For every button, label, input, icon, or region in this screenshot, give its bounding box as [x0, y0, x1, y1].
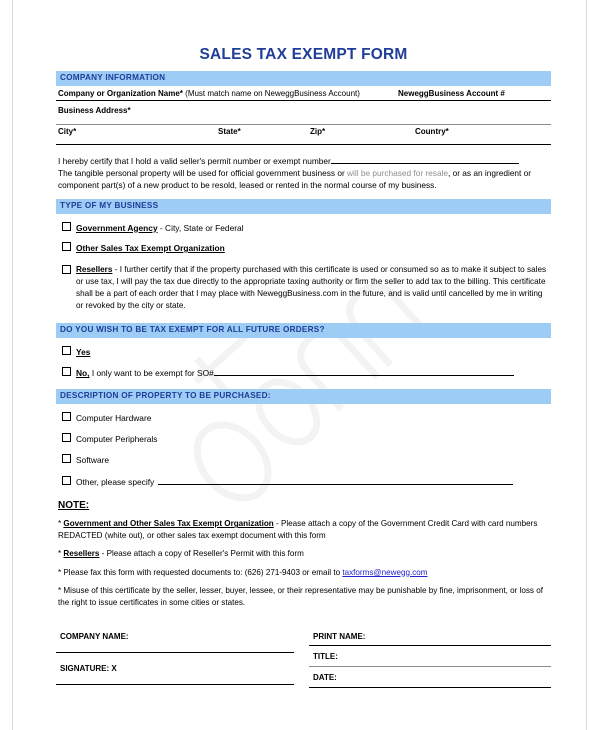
checkbox-icon[interactable]: [62, 412, 71, 421]
resellers-dash: -: [112, 265, 120, 275]
signature-block-right: [309, 630, 551, 688]
state-label: State*: [218, 126, 241, 136]
property-item-label: Other, please specify: [76, 476, 155, 487]
checkbox-icon[interactable]: [62, 433, 71, 442]
option-label-government-agency: Government Agency: [76, 222, 158, 233]
note-text: - Please attach a copy of Reseller's Permit with this form: [99, 549, 304, 559]
date-field[interactable]: [309, 667, 551, 688]
form-content: [56, 0, 551, 708]
business-type-option-resellers[interactable]: [56, 257, 551, 315]
option-label-resellers: Resellers: [76, 265, 113, 275]
option-label-no-rest: I only want to be exempt for SO#: [89, 367, 214, 378]
print-name-field[interactable]: [309, 630, 551, 646]
certify-line-2-part2: , or as an ingredient or component part(s) of a new product to be resold, leased or rented in the normal course of my business.: [58, 168, 532, 191]
option-label-other-exempt: Other Sales Tax Exempt Organization: [76, 242, 225, 253]
resellers-italic-text: I further certify that if the property purchased with this certificate is used or consumed so as to make: [119, 265, 482, 275]
section-header-future-orders: DO YOU WISH TO BE TAX EXEMPT FOR ALL FUTURE ORDERS?: [56, 323, 551, 338]
property-item-computer-peripherals[interactable]: [56, 427, 551, 448]
property-item-label: Computer Hardware: [76, 412, 152, 423]
document-page: [12, 0, 587, 730]
section-header-company-information: COMPANY INFORMATION: [56, 71, 551, 86]
note-text: Please fax this form with requested documents to: (626) 271-9403 or email to: [63, 567, 343, 577]
future-orders-option-yes[interactable]: [56, 338, 551, 361]
signature-field[interactable]: [56, 653, 294, 685]
checkbox-icon[interactable]: [62, 242, 71, 251]
checkbox-icon[interactable]: [62, 346, 71, 355]
note-marker: *: [58, 519, 64, 529]
page-title: SALES TAX EXEMPT FORM: [199, 46, 408, 63]
certification-paragraph: [56, 145, 551, 195]
property-item-other[interactable]: [56, 470, 551, 491]
business-address-row: [56, 101, 551, 125]
company-name-note: (Must match name on NeweggBusiness Account): [185, 88, 360, 98]
note-bold-government-exempt: Government and Other Sales Tax Exempt Organization: [63, 519, 274, 529]
so-number-input[interactable]: [214, 368, 514, 376]
note-marker: *: [58, 567, 64, 577]
note-text: Misuse of this certificate by the seller, lesser, buyer, lessee, or their representative may be punishable by fine, imprisonment, or loss of the right to issue certificates in some cities or states.: [58, 586, 543, 607]
note-item-government-exempt: [56, 514, 551, 541]
section-header-business-type: TYPE OF MY BUSINESS: [56, 199, 551, 214]
checkbox-icon[interactable]: [62, 265, 71, 274]
print-name-field-label: PRINT NAME:: [313, 632, 366, 642]
section-header-property-description: DESCRIPTION OF PROPERTY TO BE PURCHASED:: [56, 389, 551, 404]
company-name-field[interactable]: [56, 630, 294, 653]
permit-number-blank[interactable]: [331, 157, 519, 164]
property-item-label: Computer Peripherals: [76, 434, 158, 445]
certify-line-2-muted: will be purchased for resale: [347, 168, 449, 178]
other-property-input[interactable]: [158, 477, 513, 485]
note-bold-resellers: Resellers: [63, 549, 100, 559]
company-name-row: [56, 86, 551, 101]
business-address-label: Business Address*: [58, 105, 131, 115]
future-orders-option-no[interactable]: [56, 361, 551, 382]
checkbox-icon[interactable]: [62, 476, 71, 485]
date-field-label: DATE:: [313, 673, 337, 683]
option-label-no: No,: [76, 367, 90, 378]
option-suffix-government-agency: - City, State or Federal: [157, 222, 244, 233]
zip-label: Zip*: [310, 126, 326, 136]
signature-block: [56, 630, 551, 708]
note-item-fax-email: [56, 560, 551, 578]
note-heading: NOTE:: [58, 500, 90, 512]
account-number-label: NeweggBusiness Account #: [398, 88, 505, 98]
company-name-field-label: COMPANY NAME:: [60, 632, 129, 642]
address-fields-row: [56, 125, 551, 145]
business-type-option-government[interactable]: [56, 214, 551, 237]
checkbox-icon[interactable]: [62, 367, 71, 376]
note-item-misuse: [56, 578, 551, 608]
certify-line-2-part1: The tangible personal property will be used for official government business or: [58, 168, 348, 178]
note-marker: *: [58, 586, 64, 596]
title-field[interactable]: [309, 646, 551, 667]
option-label-yes: Yes: [76, 346, 91, 357]
email-link[interactable]: taxforms@newegg.com: [342, 567, 428, 577]
country-label: Country*: [415, 126, 449, 136]
property-item-label: Software: [76, 455, 110, 466]
signature-block-left: [56, 630, 294, 685]
note-text: - Please attach a copy of the Government Credit Card with card numbers REDACTED (white out), or other sales tax exempt document with this form: [58, 519, 538, 540]
checkbox-icon[interactable]: [62, 222, 71, 231]
business-type-option-other-exempt[interactable]: [56, 237, 551, 257]
company-name-label: Company or Organization Name*: [58, 88, 183, 98]
city-label: City*: [58, 126, 77, 136]
resellers-rest-text: it subject to sales or use tax, I will pay the tax due directly to the appropriate taxing authority or firm the seller to add tax to the billing. This certificate shall be a part of each order that I may place with NeweggBusiness.com in the future, and is valid until cancelled by me in writing or revoked by the city or state.: [76, 265, 547, 310]
checkbox-icon[interactable]: [62, 454, 71, 463]
title-field-label: TITLE:: [313, 652, 338, 662]
note-item-resellers: [56, 541, 551, 559]
note-marker: *: [58, 549, 64, 559]
property-item-computer-hardware[interactable]: [56, 404, 551, 427]
property-item-software[interactable]: [56, 448, 551, 469]
signature-field-label: SIGNATURE: X: [60, 664, 117, 674]
certify-line-1: I hereby certify that I hold a valid seller's permit number or exempt number: [58, 155, 331, 166]
